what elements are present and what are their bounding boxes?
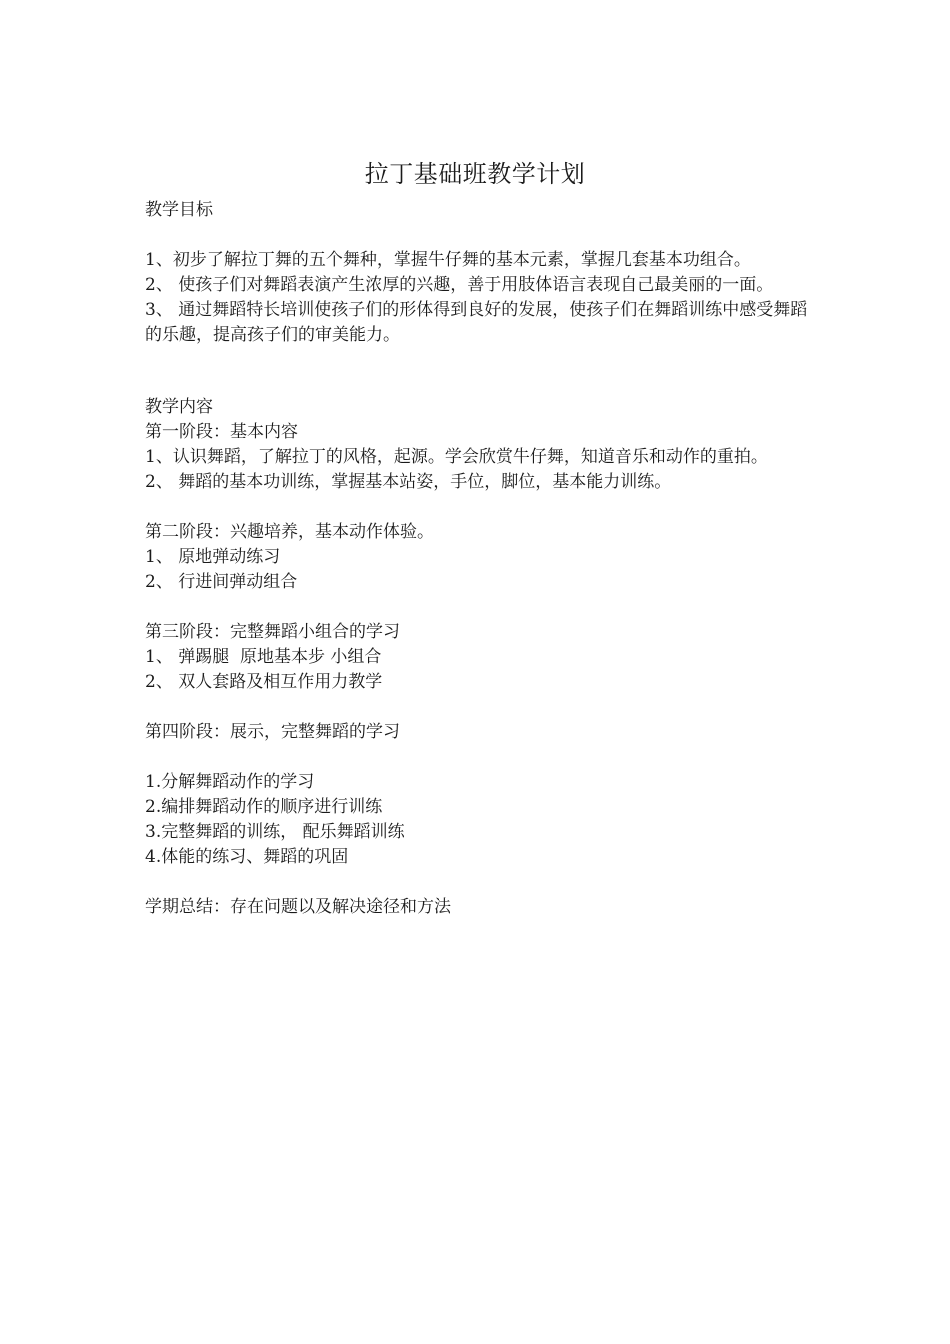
goals-heading: 教学目标	[145, 200, 213, 220]
stage2-title: 第二阶段：兴趣培养，基本动作体验。	[145, 522, 434, 542]
stage1-title: 第一阶段：基本内容	[145, 422, 298, 442]
goal-item-3: 3、 通过舞蹈特长培训使孩子们的形体得到良好的发展，使孩子们在舞蹈训练中感受舞蹈的乐趣，提高孩子们的审美能力。	[145, 300, 808, 345]
stage4-title: 第四阶段：展示，完整舞蹈的学习	[145, 722, 400, 742]
stage4-item-3: 3.完整舞蹈的训练， 配乐舞蹈训练	[145, 822, 405, 842]
goal-item-2: 2、 使孩子们对舞蹈表演产生浓厚的兴趣，善于用肢体语言表现自己最美丽的一面。	[145, 275, 774, 295]
stage2-item-2: 2、 行进间弹动组合	[145, 572, 298, 592]
stage1-item-1: 1、认识舞蹈，了解拉丁的风格，起源。学会欣赏牛仔舞，知道音乐和动作的重拍。	[145, 447, 768, 467]
document-title: 拉丁基础班教学计划	[364, 160, 586, 188]
stage4-item-1: 1.分解舞蹈动作的学习	[145, 772, 315, 792]
stage3-item-1: 1、 弹踢腿 原地基本步 小组合	[145, 647, 382, 667]
document-body	[145, 198, 815, 920]
stage2-item-1: 1、 原地弹动练习	[145, 547, 281, 567]
goal-item-1: 1、初步了解拉丁舞的五个舞种，掌握牛仔舞的基本元素，掌握几套基本功组合。	[145, 250, 751, 270]
stage1-item-2: 2、 舞蹈的基本功训练，掌握基本站姿，手位，脚位，基本能力训练。	[145, 472, 672, 492]
content-heading: 教学内容	[145, 397, 213, 417]
stage4-item-4: 4.体能的练习、舞蹈的巩固	[145, 847, 349, 867]
stage3-title: 第三阶段：完整舞蹈小组合的学习	[145, 622, 400, 642]
stage4-item-2: 2.编排舞蹈动作的顺序进行训练	[145, 797, 383, 817]
summary-line: 学期总结：存在问题以及解决途径和方法	[145, 897, 451, 917]
stage3-item-2: 2、 双人套路及相互作用力教学	[145, 672, 383, 692]
